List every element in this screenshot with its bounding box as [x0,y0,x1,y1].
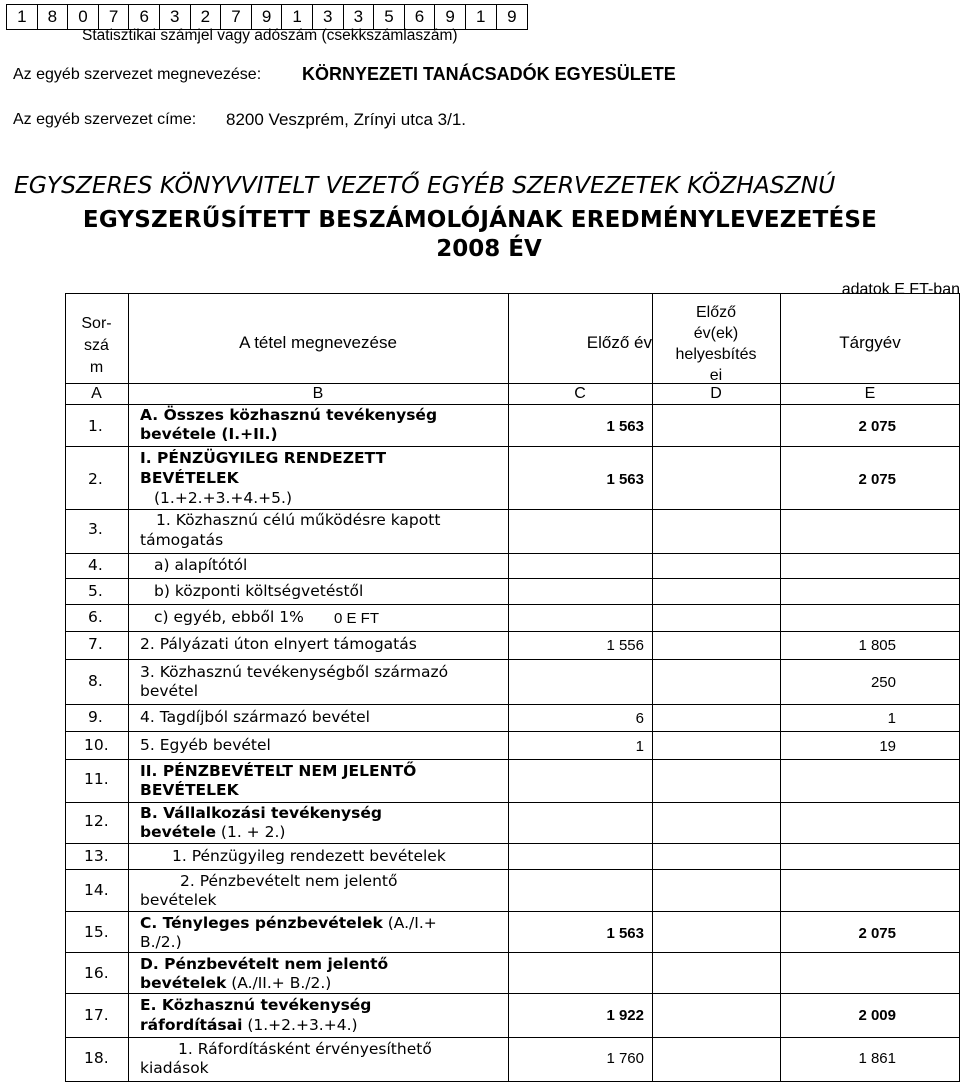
table-rule [65,911,960,912]
row-number: 15. [84,923,109,941]
row-number: 6. [88,608,103,626]
row-number: 13. [84,847,109,865]
row-number: 16. [84,964,109,982]
row-number: 14. [84,881,109,899]
row-prev-value: 1 [635,738,644,755]
row-label-line2: bevétel [140,682,199,700]
row-curr-value: 2 075 [858,925,896,942]
row-number: 4. [88,556,103,574]
row-prev-value: 1 563 [606,471,644,488]
row-prev-value: 1 760 [606,1050,644,1067]
row-label-line1: A. Összes közhasznú tevékenység [140,406,438,424]
stat-digit: 1 [466,5,497,29]
row-label-line1: D. Pénzbevételt nem jelentő [140,955,389,973]
table-rule [65,509,960,510]
row-label-line2: BEVÉTELEK [140,781,239,799]
row-label-line1: E. Közhasznú tevékenység [140,996,372,1014]
row-label-line2: bevételek [140,891,217,909]
stat-digit: 9 [435,5,466,29]
row-label-line1: 1. Pénzügyileg rendezett bevételek [172,847,446,865]
row-label-line2: ráfordításai (1.+2.+3.+4.) [140,1016,358,1034]
table-rule [65,731,960,732]
row-label-line1: C. Tényleges pénzbevételek (A./I.+ [140,914,437,932]
stat-digit: 5 [374,5,405,29]
stat-digit: 1 [7,5,38,29]
col-letter: E [864,385,876,402]
row-number: 12. [84,812,109,830]
row-prev-value: 6 [635,710,644,727]
row-number: 10. [84,736,109,754]
row-curr-value: 2 075 [858,471,896,488]
row-label-line2: B./2.) [140,933,182,951]
row-label-line1: 2. Pályázati úton elnyert támogatás [140,635,417,653]
row-label-line1: I. PÉNZÜGYILEG RENDEZETT [140,449,387,467]
report-title-line2: EGYSZERŰSÍTETT BESZÁMOLÓJÁNAK EREDMÉNYLEVEZETÉSE [82,207,878,233]
stat-digit: 9 [507,7,517,26]
table-column-rule [508,293,509,1082]
row-label-line2: bevétele (I.+II.) [140,425,278,443]
row-number: 8. [88,672,103,690]
col-header-correction: Előző év(ek) helyesbítés ei [675,304,757,384]
row-number: 9. [88,708,103,726]
row-number: 5. [88,582,103,600]
row-prev-value: 1 922 [606,1007,644,1024]
row-curr-value: 19 [879,738,896,755]
col-letter: D [710,385,722,402]
row-number: 18. [84,1049,109,1067]
row-curr-value: 2 075 [858,418,896,435]
org-address: 8200 Veszprém, Zrínyi utca 3/1. [226,110,467,129]
report-title-line1: EGYSZERES KÖNYVVITELT VEZETŐ EGYÉB SZERVEZETEK KÖZHASZNÚ [14,171,836,199]
row-number: 2. [88,470,103,488]
row-label-line1: B. Vállalkozási tevékenység [140,804,382,822]
org-name: KÖRNYEZETI TANÁCSADÓK EGYESÜLETE [302,64,676,84]
row-label-line3: (1.+2.+3.+4.+5.) [154,489,292,507]
table-rule [65,446,960,447]
row-curr-value: 1 861 [858,1050,896,1067]
stat-digit: 6 [129,5,160,29]
table-rule [65,869,960,870]
row-label-line1: 5. Egyéb bevétel [140,736,271,754]
table-rule [65,604,960,605]
table-rule [65,802,960,803]
col-letter: C [574,385,586,402]
stat-digit: 7 [99,5,130,29]
table-rule [65,578,960,579]
row-label-line1: a) alapítótól [154,556,248,574]
table-rule [65,993,960,994]
org-address-label: Az egyéb szervezet címe: [13,111,197,128]
row-label-line2: kiadások [140,1059,209,1077]
stat-digit: 8 [38,5,69,29]
row-curr-value: 250 [870,674,896,691]
col-header-prev: Előző év [586,333,652,352]
stat-digit: 6 [405,5,436,29]
table-rule [65,383,960,384]
row-label-line1: 1. Ráfordításként érvényesíthető [178,1040,432,1058]
row-curr-value: 1 805 [858,637,896,654]
row-number: 7. [88,635,103,653]
stat-caption: Statisztikai számjel vagy adószám (csekkszámlaszám) [82,27,458,44]
stat-digit: 1 [282,5,313,29]
table-column-rule [128,293,129,1082]
row-label-line1: 4. Tagdíjból származó bevétel [140,708,370,726]
stat-digit: 3 [160,5,191,29]
col-letter: B [312,385,324,402]
col-header-sorszam: Sor- szá m [81,315,112,376]
row-label-line1: c) egyéb, ebből 1% [154,608,304,626]
report-year: 2008 ÉV [436,236,542,262]
row-prev-value: 1 556 [606,637,644,654]
table-column-rule [652,293,653,1082]
table-rule [65,1037,960,1038]
table-rule [65,759,960,760]
row-label-line2: bevételek (A./II.+ B./2.) [140,974,332,992]
table-rule [65,952,960,953]
row-number: 11. [84,770,109,788]
stat-digit: 0 [68,5,99,29]
row-label-line2: BEVÉTELEK [140,469,239,487]
table-rule [65,631,960,632]
table-rule [65,843,960,844]
stat-digit: 7 [221,5,252,29]
table-rule [65,659,960,660]
stat-digit: 9 [252,5,283,29]
table-rule [65,704,960,705]
stat-digit: 3 [313,5,344,29]
col-letter: A [91,385,102,402]
table-rule [65,404,960,405]
stat-digit: 3 [344,5,375,29]
row-prev-value: 1 563 [606,925,644,942]
row-label-line1: 2. Pénzbevételt nem jelentő [180,872,398,890]
row-curr-value: 2 009 [858,1007,896,1024]
row-label-line1: II. PÉNZBEVÉTELT NEM JELENTŐ [140,762,417,780]
row-number: 17. [84,1006,109,1024]
org-name-label: Az egyéb szervezet megnevezése: [13,66,262,83]
stat-digit: 2 [191,5,222,29]
row-prev-value: 1 563 [606,418,644,435]
row-extra-note: 0 E FT [334,610,380,627]
col-header-name: A tétel megnevezése [239,333,397,352]
col-header-curr: Tárgyév [839,333,901,352]
row-number: 3. [88,520,103,538]
row-label-line2: támogatás [140,531,224,549]
row-label-line1: 1. Közhasznú célú működésre kapott [156,511,441,529]
row-label-line2: bevétele (1. + 2.) [140,823,286,841]
row-curr-value: 1 [887,710,896,727]
table-rule [65,553,960,554]
row-label-line1: 3. Közhasznú tevékenységből származó [140,663,449,681]
units-note: adatok E FT-ban [841,281,960,298]
row-number: 1. [88,417,103,435]
row-label-line1: b) központi költségvetéstől [154,582,364,600]
